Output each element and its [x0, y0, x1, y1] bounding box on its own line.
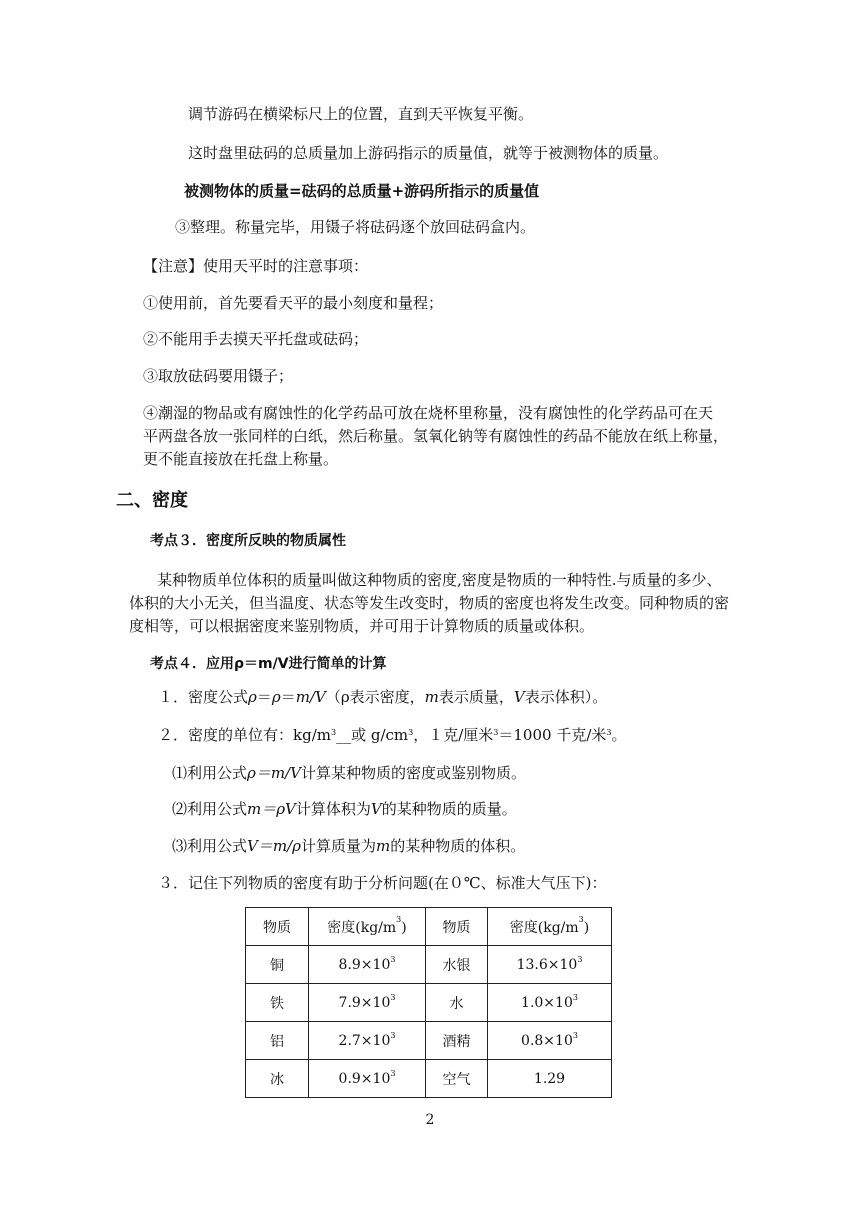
usage-3-volume: ⑶利用公式V＝m/ρ计算质量为m的某种物质的体积。: [172, 837, 526, 855]
table-cell: $0.9\times 10^3$: [309, 1060, 426, 1098]
table-cell: $0.8\times 10^3$: [488, 1022, 612, 1060]
density-units-line: ２．密度的单位有：$kg/m^3\_\_$或 $g/cm^3$，１克/厘米$^3$＝1000 千克/米$^3$。: [158, 726, 627, 744]
table-cell: $1.0\times 10^3$: [488, 984, 612, 1022]
header-density-2: 密度$(kg/m^3)$: [488, 908, 612, 946]
table-cell: $2.7\times 10^3$: [309, 1022, 426, 1060]
table-cell: $8.9\times 10^3$: [309, 946, 426, 984]
note-item-1: ①使用前，首先要看天平的最小刻度和量程；: [143, 294, 444, 312]
remember-densities-line: ３．记住下列物质的密度有助于分析问题(在０℃、标准大气压下)：: [158, 874, 607, 892]
note-item-4-line-3: 更不能直接放在托盘上称量。: [143, 450, 339, 468]
mass-formula-bold: 被测物体的质量=砝码的总质量+游码所指示的质量值: [184, 182, 540, 200]
density-definition-line-1: 某种物质单位体积的质量叫做这种物质的密度,密度是物质的一种特性.与质量的多少、: [157, 571, 722, 589]
header-density-1: 密度$(kg/m^3)$: [309, 908, 426, 946]
page-number: 2: [425, 1112, 435, 1128]
density-definition-line-3: 度相等，可以根据密度来鉴别物质，并可用于计算物质的质量或体积。: [129, 617, 595, 635]
note-item-4-line-2: 平两盘各放一张同样的白纸，然后称量。氢氧化钠等有腐蚀性的药品不能放在纸上称量，: [143, 427, 729, 445]
table-row: [246, 946, 612, 984]
table-row: [246, 1060, 612, 1098]
table-cell: 铝: [246, 1022, 309, 1060]
note-item-3: ③取放砝码要用镊子；: [143, 367, 294, 385]
table-cell: 铁: [246, 984, 309, 1022]
table-cell: 铜: [246, 946, 309, 984]
header-substance-1: 物质: [246, 908, 309, 946]
density-definition-line-2: 体积的大小无关，但当温度、状态等发生改变时，物质的密度也将发生改变。同种物质的密: [129, 594, 730, 612]
table-cell: 空气: [426, 1060, 488, 1098]
note-item-4-line-1: ④潮湿的物品或有腐蚀性的化学药品可放在烧杯里称量，没有腐蚀性的化学药品可在天: [143, 404, 714, 422]
note-item-2: ②不能用手去摸天平托盘或砝码；: [143, 330, 369, 348]
paragraph-tidy-up: ③整理。称量完毕，用镊子将砝码逐个放回砝码盒内。: [175, 218, 536, 236]
paragraph-adjust-rider: 调节游码在横梁标尺上的位置，直到天平恢复平衡。: [188, 105, 534, 123]
table-row: [246, 984, 612, 1022]
table-cell: 水: [426, 984, 488, 1022]
density-formula-line: １．密度公式ρ＝ρ＝m/V（ρ表示密度，m表示质量，V表示体积）。: [158, 688, 608, 706]
table-cell: 水银: [426, 946, 488, 984]
table-cell: 酒精: [426, 1022, 488, 1060]
table-cell: 冰: [246, 1060, 309, 1098]
table-cell: $7.9\times 10^3$: [309, 984, 426, 1022]
table-cell: 1.29: [488, 1060, 612, 1098]
section-title-density: 二、密度: [116, 490, 188, 511]
table-header-row: [246, 908, 612, 946]
header-substance-2: 物质: [426, 908, 488, 946]
paragraph-total-mass: 这时盘里砝码的总质量加上游码指示的质量值，就等于被测物体的质量。: [188, 144, 669, 162]
usage-1-density: ⑴利用公式ρ＝m/V计算某种物质的密度或鉴别物质。: [172, 764, 526, 782]
topic-4-heading: 考点４．应用ρ＝m/V进行简单的计算: [150, 656, 387, 672]
usage-2-mass: ⑵利用公式m＝ρV计算体积为V的某种物质的质量。: [172, 800, 517, 818]
topic-3-heading: 考点３．密度所反映的物质属性: [150, 533, 346, 549]
note-heading: 【注意】使用天平时的注意事项：: [143, 257, 369, 275]
table-cell: $13.6\times 10^3$: [488, 946, 612, 984]
density-table: [245, 907, 612, 1098]
table-row: [246, 1022, 612, 1060]
